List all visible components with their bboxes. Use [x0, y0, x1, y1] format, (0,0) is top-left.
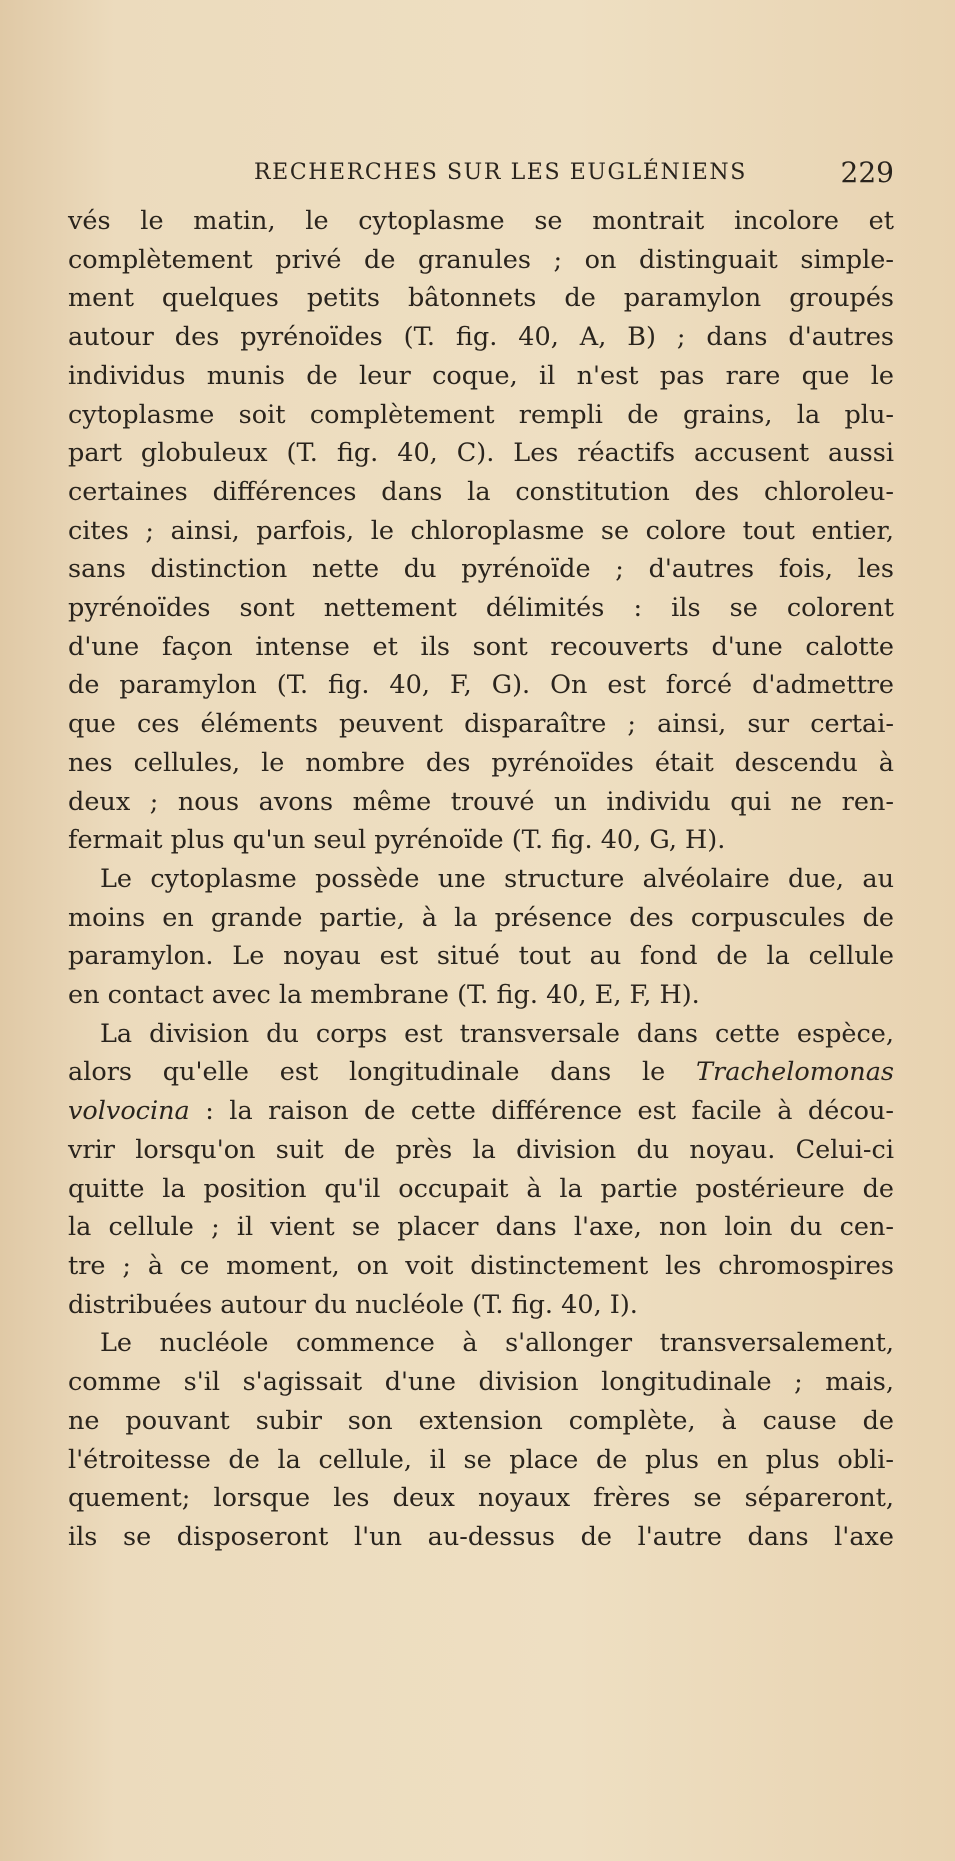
text-line: vés le matin, le cytoplasme se montrait incolore et — [68, 206, 894, 236]
text-line: La division du corps est transversale dans cette espèce, — [100, 1018, 894, 1049]
text-line: sans distinction nette du pyrénoïde ; d'autres fois, les — [68, 554, 894, 585]
running-title: RECHERCHES SUR LES EUGLÉNIENS — [254, 160, 747, 185]
text-line: autour des pyrénoïdes (T. fig. 40, A, B) ; dans d'autres — [68, 322, 894, 353]
text-line: quitte la position qu'il occupait à la partie postérieure de — [68, 1173, 894, 1204]
text-line: quement; lorsque les deux noyaux frères se sépareront, — [68, 1483, 894, 1514]
text-line: cytoplasme soit complètement rempli de grains, la plu- — [68, 399, 894, 430]
text-line: nes cellules, le nombre des pyrénoïdes était descendu à — [68, 747, 894, 778]
text-line: vrir lorsqu'on suit de près la division du noyau. Celui-ci — [68, 1134, 894, 1165]
text-line: moins en grande partie, à la présence des corpuscules de — [68, 902, 894, 933]
text-line: de paramylon (T. fig. 40, F, G). On est forcé d'admettre — [68, 670, 894, 701]
line-text: : la raison de cette différence est facile à décou- — [189, 1096, 894, 1127]
body-text — [68, 202, 894, 1557]
page-number: 229 — [840, 156, 894, 189]
text-line: que ces éléments peuvent disparaître ; ainsi, sur certai- — [68, 709, 894, 740]
text-line — [68, 1092, 894, 1131]
text-line: pyrénoïdes sont nettement délimités : ils se colorent — [68, 593, 894, 624]
text-line: en contact avec la membrane (T. fig. 40, E, F, H). — [68, 980, 700, 1011]
line-text: alors qu'elle est longitudinale dans le — [68, 1057, 697, 1088]
text-line: tre ; à ce moment, on voit distinctement les chromospires — [68, 1250, 894, 1281]
text-line: fermait plus qu'un seul pyrénoïde (T. fig. 40, G, H). — [68, 825, 726, 856]
text-line: deux ; nous avons même trouvé un individu qui ne ren- — [68, 786, 894, 817]
text-line: l'étroitesse de la cellule, il se place de plus en plus obli- — [68, 1444, 894, 1475]
text-line: certaines différences dans la constitution des chloroleu- — [68, 476, 894, 507]
text-line: paramylon. Le noyau est situé tout au fond de la cellule — [68, 941, 894, 972]
page-header — [68, 156, 894, 200]
text-line: ne pouvant subir son extension complète, à cause de — [68, 1405, 894, 1436]
text-line: Le nucléole commence à s'allonger transversalement, — [100, 1328, 894, 1359]
text-line: ment quelques petits bâtonnets de paramylon groupés — [68, 283, 894, 314]
text-line: d'une façon intense et ils sont recouverts d'une calotte — [68, 631, 894, 662]
text-line: Le cytoplasme possède une structure alvéolaire due, au — [100, 863, 894, 894]
text-line: la cellule ; il vient se placer dans l'axe, non loin du cen- — [68, 1212, 894, 1243]
italic-text: volvocina — [68, 1096, 190, 1127]
text-line: cites ; ainsi, parfois, le chloroplasme se colore tout entier, — [68, 515, 894, 546]
text-line: part globuleux (T. fig. 40, C). Les réactifs accusent aussi — [68, 438, 894, 469]
text-line: distribuées autour du nucléole (T. fig. 40, I). — [68, 1289, 638, 1320]
text-line — [68, 1053, 894, 1092]
text-line: individus munis de leur coque, il n'est pas rare que le — [68, 360, 894, 391]
italic-text: Trachelomonas — [696, 1057, 894, 1088]
text-line: comme s'il s'agissait d'une division longitudinale ; mais, — [68, 1367, 894, 1398]
text-line: ils se disposeront l'un au-dessus de l'autre dans l'axe — [68, 1521, 894, 1552]
text-line: complètement privé de granules ; on distinguait simple- — [68, 244, 894, 275]
